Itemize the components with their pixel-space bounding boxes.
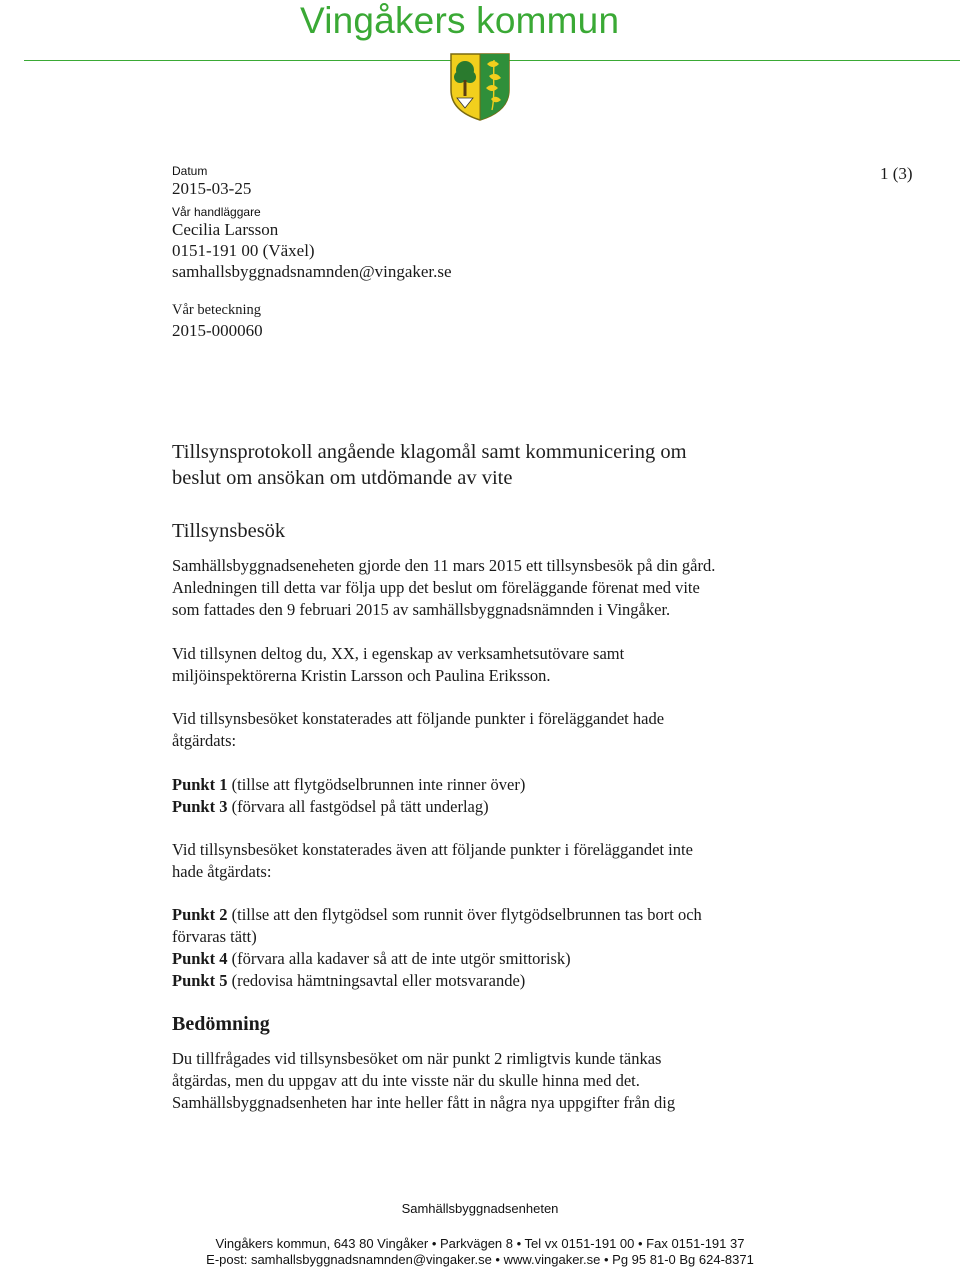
point-label: Punkt 2	[172, 905, 228, 924]
paragraph-line: hade åtgärdats:	[172, 862, 272, 881]
paragraph-line: Samhällsbyggnadsenheten har inte heller fått in några nya uppgifter från dig	[172, 1093, 676, 1112]
point-label: Punkt 5	[172, 971, 228, 990]
list-item	[172, 948, 792, 970]
document-title	[172, 439, 812, 491]
footer-address: Vingåkers kommun, 643 80 Vingåker • Parkvägen 8 • Tel vx 0151-191 00 • Fax 0151-191 37	[215, 1236, 745, 1251]
document-date: 2015-03-25	[172, 179, 252, 198]
page-number: 1 (3)	[880, 164, 913, 183]
paragraph	[172, 643, 792, 687]
coat-of-arms-icon	[449, 52, 511, 122]
completed-points-list	[172, 774, 792, 818]
list-item	[172, 970, 792, 992]
footer-contact: E-post: samhallsbyggnadsnamnden@vingaker.se • www.vingaker.se • Pg 95 81-0 Bg 624-8371	[206, 1252, 754, 1267]
list-item-continuation: förvaras tätt)	[172, 927, 257, 946]
paragraph-line: Samhällsbyggnadseneheten gjorde den 11 mars 2015 ett tillsynsbesök på din gård.	[172, 556, 716, 575]
point-text: (förvara alla kadaver så att de inte utgör smittorisk)	[227, 949, 571, 968]
reference-label: Vår beteckning	[172, 302, 261, 318]
point-label: Punkt 4	[172, 949, 228, 968]
handler-name: Cecilia Larsson	[172, 220, 279, 239]
paragraph-line: åtgärdas, men du uppgav att du inte visste när du skulle hinna med det.	[172, 1071, 640, 1090]
paragraph-line: Anledningen till detta var följa upp det beslut om föreläggande förenat med vite	[172, 578, 700, 597]
handler-phone: 0151-191 00 (Växel)	[172, 241, 315, 260]
paragraph-line: Du tillfrågades vid tillsynsbesöket om när punkt 2 rimligtvis kunde tänkas	[172, 1049, 662, 1068]
paragraph	[172, 839, 792, 883]
paragraph-line: åtgärdats:	[172, 731, 237, 750]
section-heading-bedomning: Bedömning	[172, 1013, 270, 1035]
point-text: (förvara all fastgödsel på tätt underlag)	[227, 797, 489, 816]
point-label: Punkt 1	[172, 775, 228, 794]
municipality-name: Vingåkers kommun	[300, 0, 620, 41]
footer-unit: Samhällsbyggnadsenheten	[401, 1201, 559, 1216]
point-text: (redovisa hämtningsavtal eller motsvarande)	[227, 971, 526, 990]
paragraph-line: Vid tillsynen deltog du, XX, i egenskap av verksamhetsutövare samt	[172, 644, 625, 663]
paragraph-line: Vid tillsynsbesöket konstaterades även att följande punkter i föreläggandet inte	[172, 840, 693, 859]
paragraph	[172, 708, 792, 752]
point-text: (tillse att den flytgödsel som runnit över flytgödselbrunnen tas bort och	[227, 905, 702, 924]
section-heading-tillsynsbesok: Tillsynsbesök	[172, 520, 286, 542]
date-label: Datum	[172, 164, 208, 178]
point-label: Punkt 3	[172, 797, 228, 816]
reference-number: 2015-000060	[172, 321, 263, 340]
title-line: Tillsynsprotokoll angående klagomål samt kommunicering om	[172, 441, 687, 463]
list-item	[172, 796, 792, 818]
handler-label: Vår handläggare	[172, 205, 261, 219]
paragraph-line: som fattades den 9 februari 2015 av samhällsbyggnadsnämnden i Vingåker.	[172, 600, 671, 619]
list-item	[172, 904, 792, 926]
list-item	[172, 774, 792, 796]
paragraph-line: Vid tillsynsbesöket konstaterades att följande punkter i föreläggandet hade	[172, 709, 665, 728]
paragraph	[172, 1048, 792, 1114]
paragraph-line: miljöinspektörerna Kristin Larsson och Paulina Eriksson.	[172, 666, 551, 685]
paragraph	[172, 555, 792, 621]
open-points-list	[172, 904, 792, 992]
handler-email: samhallsbyggnadsnamnden@vingaker.se	[172, 262, 452, 281]
point-text: (tillse att flytgödselbrunnen inte rinner över)	[227, 775, 526, 794]
title-line: beslut om ansökan om utdömande av vite	[172, 467, 513, 489]
